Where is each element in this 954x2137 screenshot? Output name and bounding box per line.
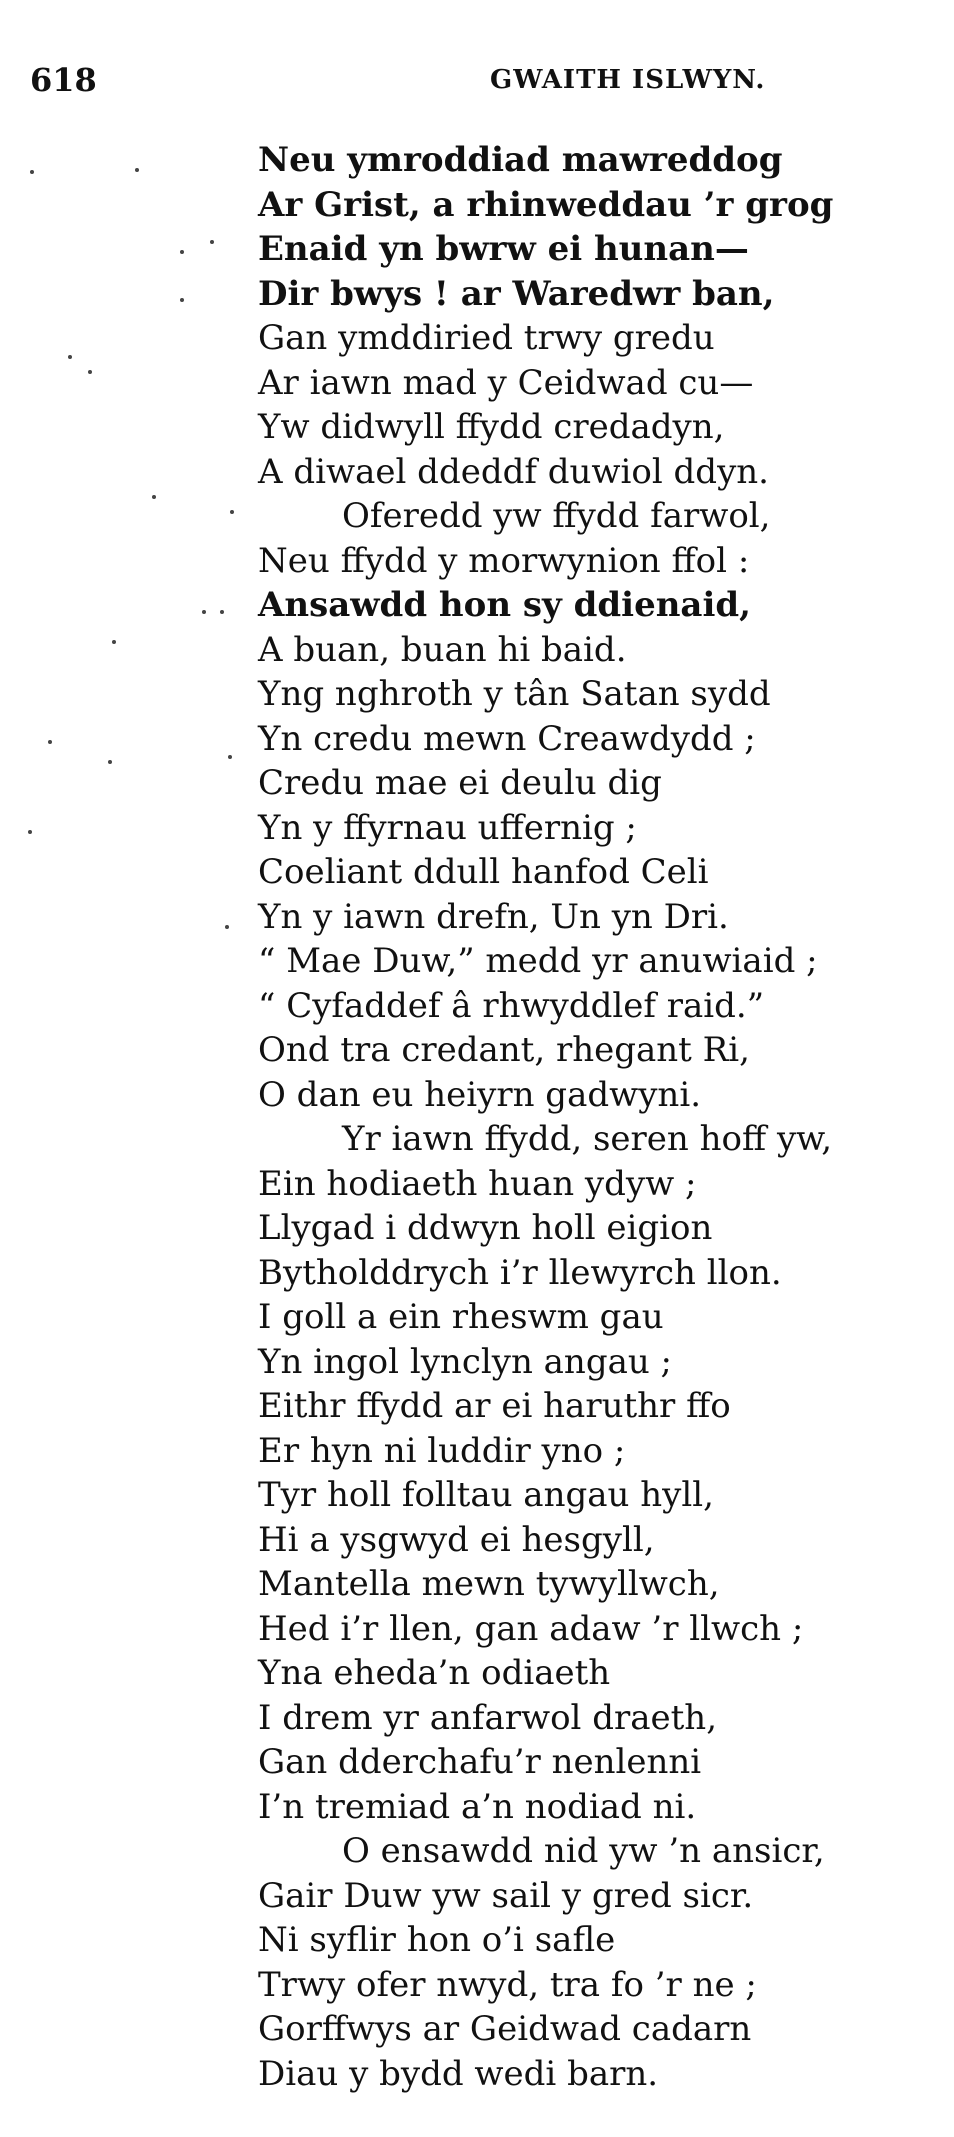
page-number: 618 (30, 61, 97, 99)
poem-line: Yn y iawn drefn, Un yn Dri. (258, 896, 729, 937)
margin-specks (0, 0, 250, 2137)
poem-line: Gorffwys ar Geidwad cadarn (258, 2009, 752, 2049)
poem-line: Trwy ofer nwyd, tra fo ’r ne ; (258, 1964, 757, 2005)
poem-line: Enaid yn bwrw ei hunan— (258, 229, 749, 269)
poem-line: I drem yr anfarwol draeth, (258, 1697, 717, 1738)
poem-line: Ond tra credant, rhegant Ri, (258, 1030, 750, 1070)
poem-line: Yr iawn ffydd, seren hoff yw, (342, 1119, 833, 1159)
poem-line: A buan, buan hi baid. (258, 629, 627, 670)
speck (230, 510, 234, 514)
poem-line: Tyr holl folltau angau hyll, (258, 1475, 714, 1515)
poem-line: I goll a ein rheswm gau (258, 1297, 664, 1337)
poem-line: Dir bwys ! ar Waredwr ban, (258, 273, 775, 314)
poem-line: Diau y bydd wedi barn. (258, 2053, 659, 2094)
speck (88, 370, 92, 374)
poem-line: Hed i’r llen, gan adaw ’r llwch ; (258, 1608, 804, 1649)
speck (228, 755, 232, 759)
poem-line: Coeliant ddull hanfod Celi (258, 852, 709, 892)
poem-line: O dan eu heiyrn gadwyni. (258, 1074, 701, 1115)
speck (180, 250, 184, 254)
speck (225, 925, 229, 929)
poem-line: Oferedd yw ffydd farwol, (342, 496, 771, 536)
poem-line: Gan ymddiried trwy gredu (258, 318, 715, 358)
poem-line: Llygad i ddwyn holl eigion (258, 1208, 713, 1248)
page-header (30, 60, 830, 100)
running-title: GWAITH ISLWYN. (490, 65, 766, 95)
poem-line: A diwael ddeddf duwiol ddyn. (258, 451, 769, 492)
poem-line: Hi a ysgwyd ei hesgyll, (258, 1519, 655, 1560)
poem-line: Neu ymroddiad mawreddog (258, 140, 783, 180)
speck (152, 495, 156, 499)
poem-line: Ar iawn mad y Ceidwad cu— (258, 362, 754, 403)
poem-line: Neu ffydd y morwynion ffol : (258, 540, 750, 581)
speck (28, 830, 32, 834)
speck (220, 610, 224, 614)
poem-line: Ansawdd hon sy ddienaid, (258, 585, 751, 625)
speck (210, 240, 214, 244)
poem-line: Eithr ffydd ar ei haruthr ffo (258, 1386, 731, 1426)
speck (68, 355, 72, 359)
poem-line: Yn y ffyrnau uffernig ; (258, 807, 637, 848)
poem-line: Yna eheda’n odiaeth (258, 1653, 611, 1693)
poem-line: Er hyn ni luddir yno ; (258, 1430, 626, 1471)
speck (180, 298, 184, 302)
speck (48, 740, 52, 744)
poem-line: O ensawdd nid yw ’n ansicr, (342, 1831, 825, 1871)
poem-line: Ni syflir hon o’i safle (258, 1920, 616, 1960)
speck (30, 170, 34, 174)
poem-line: Ein hodiaeth huan ydyw ; (258, 1163, 697, 1204)
poem-line: Bytholddrych i’r llewyrch llon. (258, 1252, 782, 1293)
speck (108, 760, 112, 764)
poem-line: “ Mae Duw,” medd yr anuwiaid ; (258, 941, 818, 981)
poem-line: Yn ingol lynclyn angau ; (258, 1341, 673, 1382)
poem-line: “ Cyfaddef â rhwyddlef raid.” (258, 985, 765, 1026)
poem-line: Mantella mewn tywyllwch, (258, 1564, 720, 1604)
speck (202, 610, 206, 614)
poem-line: Gair Duw yw sail y gred sicr. (258, 1875, 754, 1916)
speck (112, 640, 116, 644)
poem-line: I’n tremiad a’n nodiad ni. (258, 1786, 697, 1827)
poem-line: Yn credu mewn Creawdydd ; (258, 718, 756, 759)
poem-body (258, 138, 938, 2096)
poem-line: Yw didwyll ffydd credadyn, (258, 407, 725, 447)
speck (135, 168, 139, 172)
poem-line: Yng nghroth y tân Satan sydd (258, 674, 771, 714)
poem-line: Gan dderchafu’r nenlenni (258, 1742, 702, 1782)
poem-line: Credu mae ei deulu dig (258, 763, 662, 803)
poem-line: Ar Grist, a rhinweddau ’r grog (258, 184, 834, 225)
